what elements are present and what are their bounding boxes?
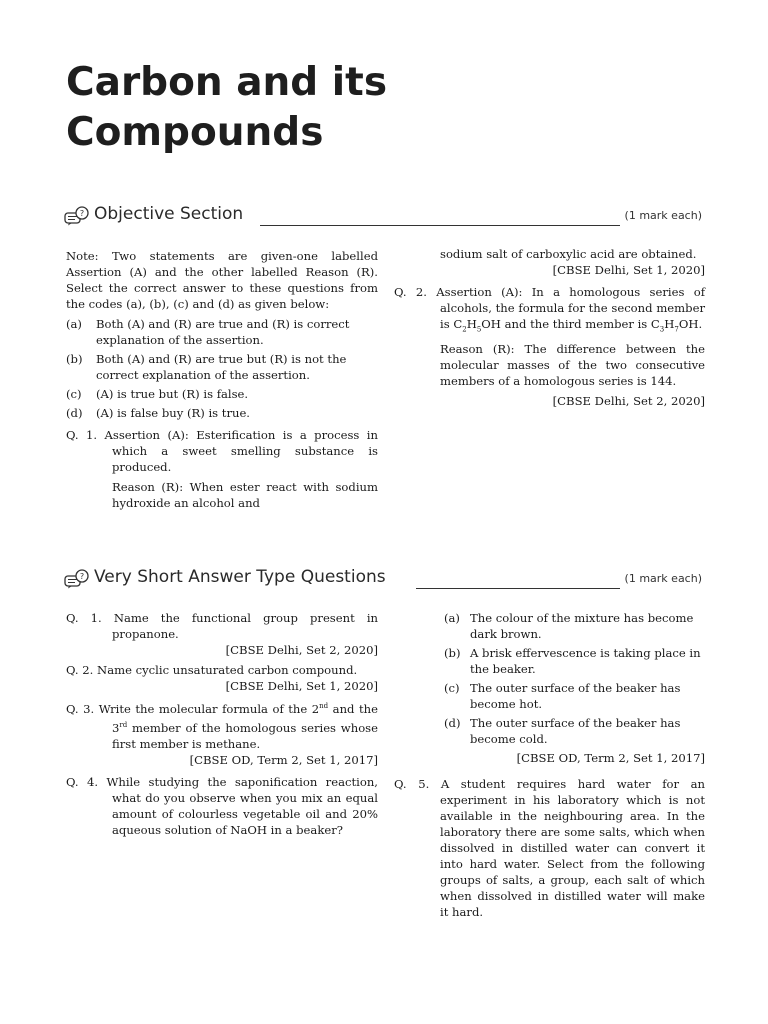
objective-section-header [64,202,704,230]
question-1-source: [CBSE Delhi, Set 1, 2020] [552,263,705,277]
vsa-question-1-source: [CBSE Delhi, Set 2, 2020] [225,643,378,657]
code-option: (a) Both (A) and (R) are true and (R) is correct explanation of the assertion. [66,317,350,347]
code-option: (d) (A) is false buy (R) is true. [66,406,250,420]
vsa-question-1: Q. 1. Name the functional group present in propanone. [66,611,378,641]
objective-section-title: Objective Section [94,204,244,224]
question-1-continuation: sodium salt of carboxylic acid are obtained. [440,247,697,261]
section-rule [260,225,620,226]
title-line-2: Compounds [66,110,324,155]
objective-marks: (1 mark each) [624,209,702,222]
svg-text:?: ? [79,209,85,218]
page-title [66,58,387,158]
vsa-question-5: Q. 5. A student requires hard water for an experiment in his laboratory which is not available in the neighbouring area. In the laboratory there are some salts, which when dissolved in distilled water can convert it into hard water. Select from the following groups of salts, a group, each salt of which when dissolved in distilled water will make it hard. [394,777,705,919]
vsa-question-3: Q. 3. Write the molecular formula of the 2nd and the 3rd member of the homologous series whose first member is methane. [66,701,378,751]
vsa-question-2-source: [CBSE Delhi, Set 1, 2020] [225,679,378,693]
svg-text:?: ? [79,572,85,581]
assertion-note: Note: Two statements are given-one labelled Assertion (A) and the other labelled Reason (R). Select the correct answer to these questions from the codes (a), (b), (c) and (d) as given below: [66,249,378,311]
vsa-question-3-source: [CBSE OD, Term 2, Set 1, 2017] [189,752,378,767]
q4-option: (c) The outer surface of the beaker has become hot. [444,681,681,711]
vsa-question-4-source: [CBSE OD, Term 2, Set 1, 2017] [516,751,705,765]
code-option: (b) Both (A) and (R) are true but (R) is not the correct explanation of the assertion. [66,352,347,382]
vsa-right-column [394,610,705,924]
code-option: (c) (A) is true but (R) is false. [66,387,249,401]
vsa-marks: (1 mark each) [624,572,702,585]
question-2-source: [CBSE Delhi, Set 2, 2020] [552,394,705,409]
title-line-1: Carbon and its [66,60,388,105]
question-bubbles-icon [64,569,90,589]
objective-left-column [66,248,378,515]
question-1-assertion: Q. 1. Assertion (A): Esterification is a process in which a sweet smelling substance is produced. [66,428,378,474]
section-rule [416,588,620,589]
vsa-section-title: Very Short Answer Type Questions [94,567,386,587]
vsa-question-4: Q. 4. While studying the saponification reaction, what do you observe when you mix an equal amount of colourless vegetable oil and 20% aqueous solution of NaOH in a beaker? [66,774,378,837]
question-2-reason: Reason (R): The difference between the molecular masses of the two consecutive members of a homologous series is 144. [440,342,705,389]
q4-option: (a) The colour of the mixture has become dark brown. [444,611,694,641]
q4-option: (b) A brisk effervescence is taking place in the beaker. [444,646,701,676]
objective-right-column [394,246,705,413]
question-bubbles-icon [64,206,90,226]
vsa-section-header [64,565,704,593]
vsa-question-2: Q. 2. Name cyclic unsaturated carbon compound. [66,663,358,677]
q4-option: (d) The outer surface of the beaker has become cold. [444,716,681,746]
vsa-left-column [66,610,378,842]
question-1-reason: Reason (R): When ester react with sodium hydroxide an alcohol and [112,480,378,510]
question-2-assertion: Q. 2. Assertion (A): In a homologous series of alcohols, the formula for the second member is $C_2H_5OH$ and the third member is $C_3H_7OH$. [394,285,705,334]
